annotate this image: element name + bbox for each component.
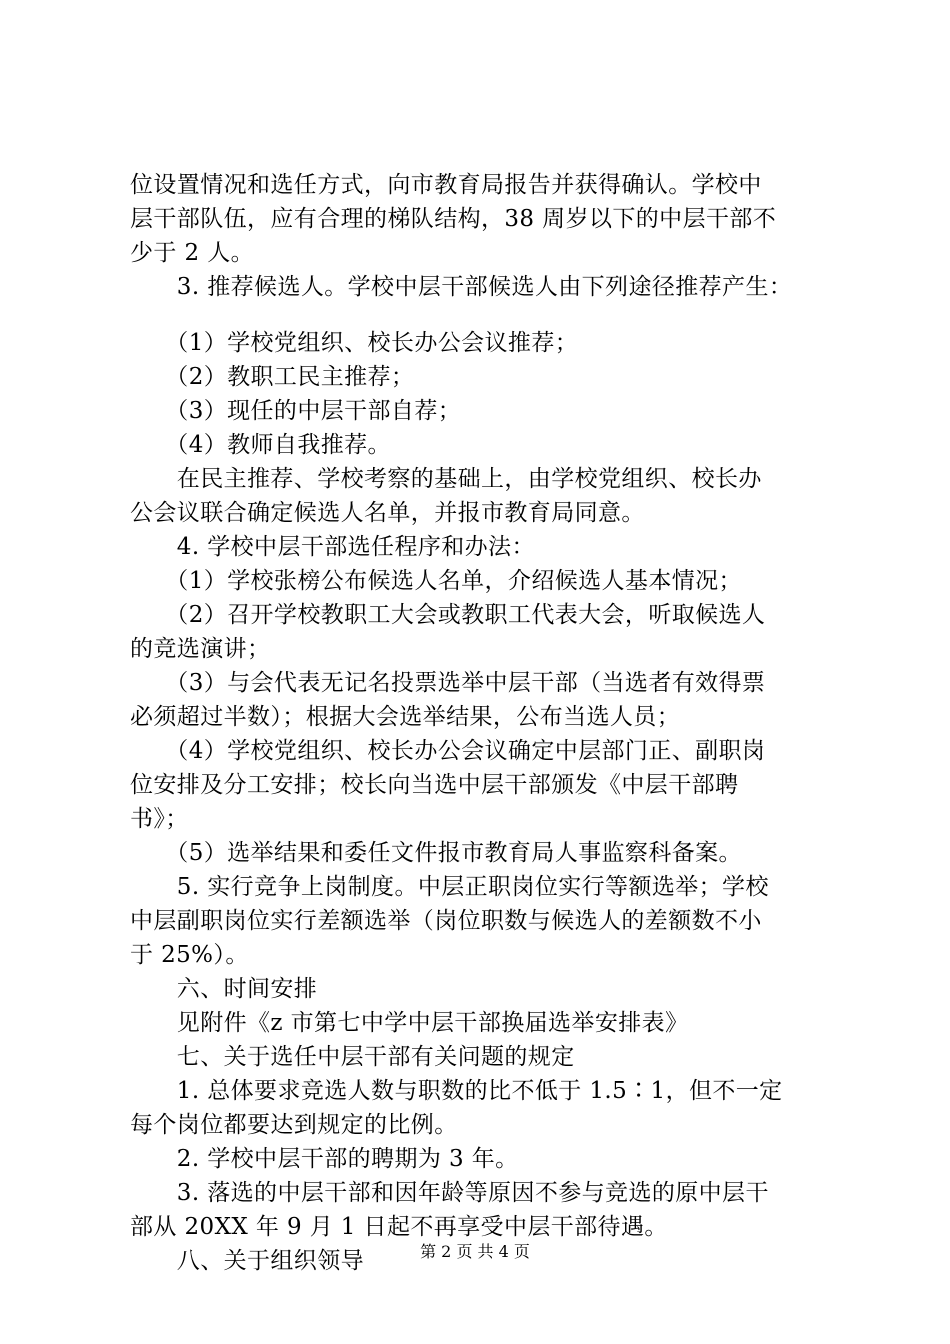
text-line: 2. 学校中层干部的聘期为 3 年。 [130,1146,519,1172]
text-line: 每个岗位都要达到规定的比例。 [130,1112,458,1138]
text-line: 3. 落选的中层干部和因年龄等原因不参与竞选的原中层干 [130,1180,769,1206]
text-line: （3）现任的中层干部自荐； [130,398,462,424]
text-line: （1）学校党组织、校长办公会议推荐； [130,330,579,356]
text-line: 3. 推荐候选人。学校中层干部候选人由下列途径推荐产生： [130,274,793,300]
text-line: （2）教职工民主推荐； [130,364,415,390]
document-body [130,168,830,1278]
text-line: （1）学校张榜公布候选人名单，介绍候选人基本情况； [130,568,742,594]
text-line: 见附件《z 市第七中学中层干部换届选举安排表》 [130,1010,689,1036]
text-line: 位安排及分工安排；校长向当选中层干部颁发《中层干部聘 [130,772,739,798]
text-line: 5. 实行竞争上岗制度。中层正职岗位实行等额选举；学校 [130,874,769,900]
text-line: 七、关于选任中层干部有关问题的规定 [130,1044,575,1070]
text-line: 八、关于组织领导 [130,1248,364,1274]
text-line: 4. 学校中层干部选任程序和办法： [130,534,535,560]
text-line: 六、时间安排 [130,976,318,1002]
paragraph-gap [130,304,830,326]
text-line: （4）教师自我推荐。 [130,432,391,458]
text-line: 必须超过半数）；根据大会选举结果，公布当选人员； [130,704,681,730]
text-line: 中层副职岗位实行差额选举（岗位职数与候选人的差额数不小 [130,908,762,934]
text-line: 部从 20XX 年 9 月 1 日起不再享受中层干部待遇。 [130,1214,668,1240]
text-line: 的竞选演讲； [130,636,271,662]
text-line: （4）学校党组织、校长办公会议确定中层部门正、副职岗 [130,738,766,764]
text-line: 位设置情况和选任方式，向市教育局报告并获得确认。学校中 [130,172,762,198]
text-line: 少于 2 人。 [130,240,255,266]
text-line: 于 25%）。 [130,942,249,968]
text-line: 在民主推荐、学校考察的基础上，由学校党组织、校长办 [130,466,762,492]
text-line: （5）选举结果和委任文件报市教育局人事监察科备案。 [130,840,742,866]
text-line: 书》； [130,806,189,832]
page-number-footer: 第 2 页 共 4 页 [420,1242,530,1261]
text-line: 层干部队伍，应有合理的梯队结构，38 周岁以下的中层干部不 [130,206,777,232]
text-line: 1. 总体要求竞选人数与职数的比不低于 1.5∶1，但不一定 [130,1078,783,1104]
text-line: （2）召开学校教职工大会或教职工代表大会，听取候选人 [130,602,766,628]
text-line: （3）与会代表无记名投票选举中层干部（当选者有效得票 [130,670,766,696]
text-line: 公会议联合确定候选人名单，并报市教育局同意。 [130,500,645,526]
